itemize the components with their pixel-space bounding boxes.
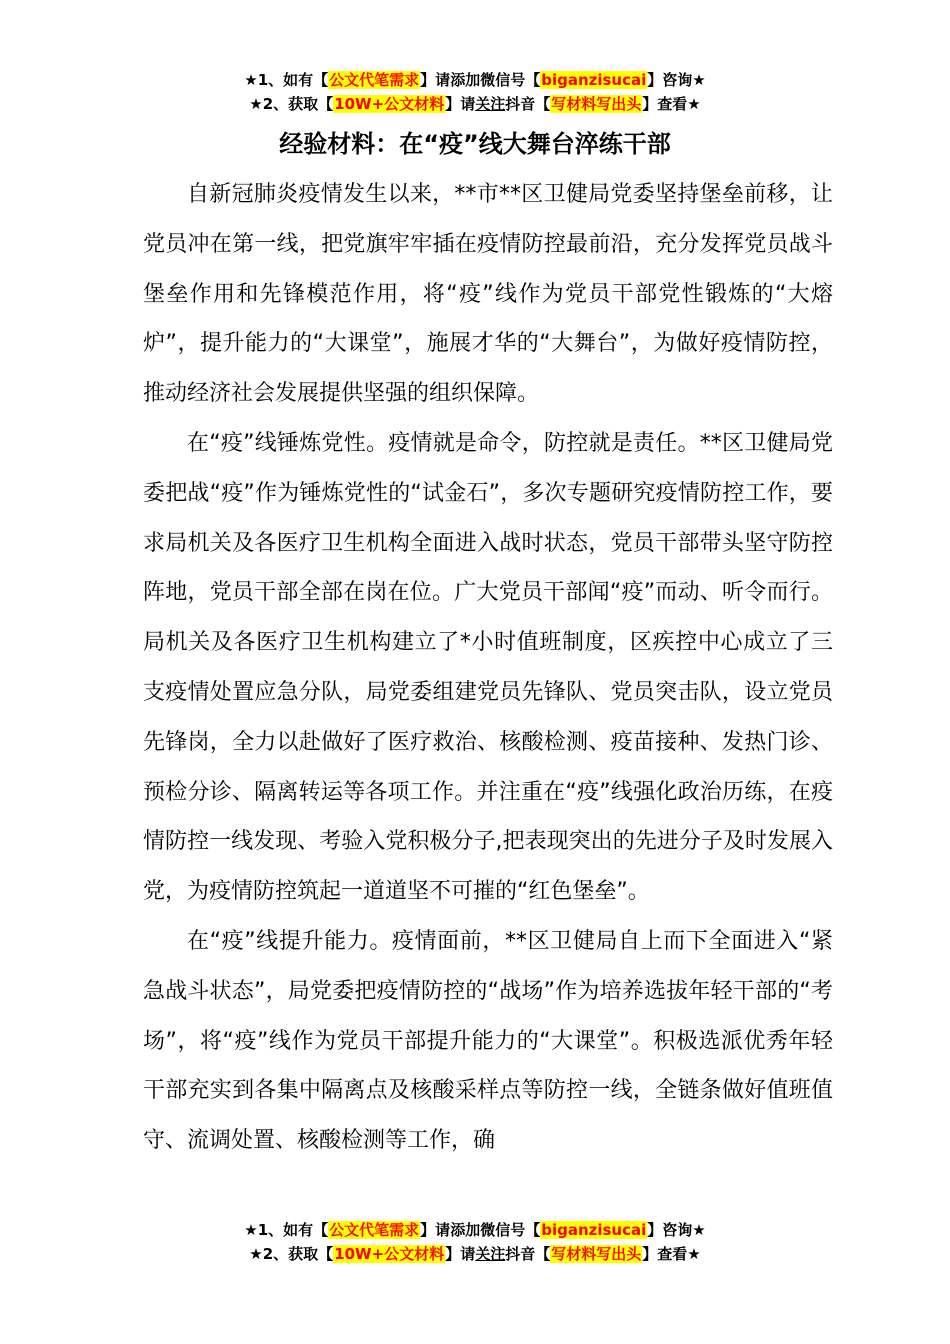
promo-text: ★1、如有【 (244, 1221, 329, 1239)
promo-line-1 (0, 68, 950, 92)
promo-text: 】查看★ (642, 1245, 701, 1263)
promo-text: 】请 (420, 1221, 451, 1239)
promo-highlight: 10W+公文材料 (334, 1245, 445, 1263)
promo-text: ★1、如有【 (244, 71, 329, 89)
promo-banner-top (0, 68, 950, 116)
promo-text: 】请 (445, 95, 476, 113)
promo-highlight: 10W+公文材料 (334, 95, 445, 113)
promo-emphasis: 关注 (475, 1245, 506, 1263)
paragraph-capability: 在“疫”线提升能力。疫情面前，**区卫健局自上而下全面进入“紧急战斗状态”，局党委把疫情防控的“战场”作为培养选拔年轻干部的“考场”，将“疫”线作为党员干部提升能力的“大课堂”。积极选派优秀年轻干部充实到各集中隔离点及核酸采样点等防控一线，全链条做好值班值守、流调处置、核酸检测等工作，确 (143, 928, 833, 1154)
paragraph-intro: 自新冠肺炎疫情发生以来，**市**区卫健局党委坚持堡垒前移，让党员冲在第一线，把党旗牢牢插在疫情防控最前沿，充分发挥党员战斗堡垒作用和先锋模范作用，将“疫”线作为党员干部党性锻炼的“大熔炉”，提升能力的“大课堂”，施展才华的“大舞台”，为做好疫情防控，推动经济社会发展提供坚强的组织保障。 (143, 182, 833, 407)
promo-line-2 (0, 92, 950, 116)
promo-banner-bottom (0, 1218, 950, 1266)
promo-line-2 (0, 1242, 950, 1266)
promo-emphasis: 添加 (450, 71, 481, 89)
promo-text: 微信号【 (480, 1221, 541, 1239)
douyin-id-highlight: 写材料写出头 (551, 95, 642, 113)
document-title: 经验材料：在“疫”线大舞台淬练干部 (279, 130, 671, 158)
promo-highlight: 公文代笔需求 (329, 1221, 420, 1239)
promo-text: 】咨询★ (647, 1221, 706, 1239)
promo-emphasis: 关注 (475, 95, 506, 113)
promo-text: 抖音【 (505, 95, 551, 113)
promo-text: 】请 (445, 1245, 476, 1263)
document-body (143, 170, 833, 1166)
paragraph-party-spirit: 在“疫”线锤炼党性。疫情就是命令，防控就是责任。**区卫健局党委把战“疫”作为锤炼党性的“试金石”，多次专题研究疫情防控工作，要求局机关及各医疗卫生机构全面进入战时状态，党员干部带头坚守防控阵地，党员干部全部在岗在位。广大党员干部闻“疫”而动、听令而行。局机关及各医疗卫生机构建立了*小时值班制度，区疾控中心成立了三支疫情处置应急分队，局党委组建党员先锋队、党员突击队，设立党员先锋岗，全力以赴做好了医疗救治、核酸检测、疫苗接种、发热门诊、预检分诊、隔离转运等各项工作。并注重在“疫”线强化政治历练，在疫情防控一线发现、考验入党积极分子,把表现突出的先进分子及时发展入党，为疫情防控筑起一道道坚不可摧的“红色堡垒”。 (143, 430, 833, 905)
wechat-id-highlight: biganzisucai (541, 1221, 647, 1239)
promo-text: 】请 (420, 71, 451, 89)
promo-text: 抖音【 (505, 1245, 551, 1263)
promo-highlight: 公文代笔需求 (329, 71, 420, 89)
promo-line-1 (0, 1218, 950, 1242)
promo-text: ★2、获取【 (249, 95, 334, 113)
douyin-id-highlight: 写材料写出头 (551, 1245, 642, 1263)
wechat-id-highlight: biganzisucai (541, 71, 647, 89)
promo-text: 】查看★ (642, 95, 701, 113)
promo-text: ★2、获取【 (249, 1245, 334, 1263)
promo-emphasis: 添加 (450, 1221, 481, 1239)
promo-text: 】咨询★ (647, 71, 706, 89)
promo-text: 微信号【 (480, 71, 541, 89)
